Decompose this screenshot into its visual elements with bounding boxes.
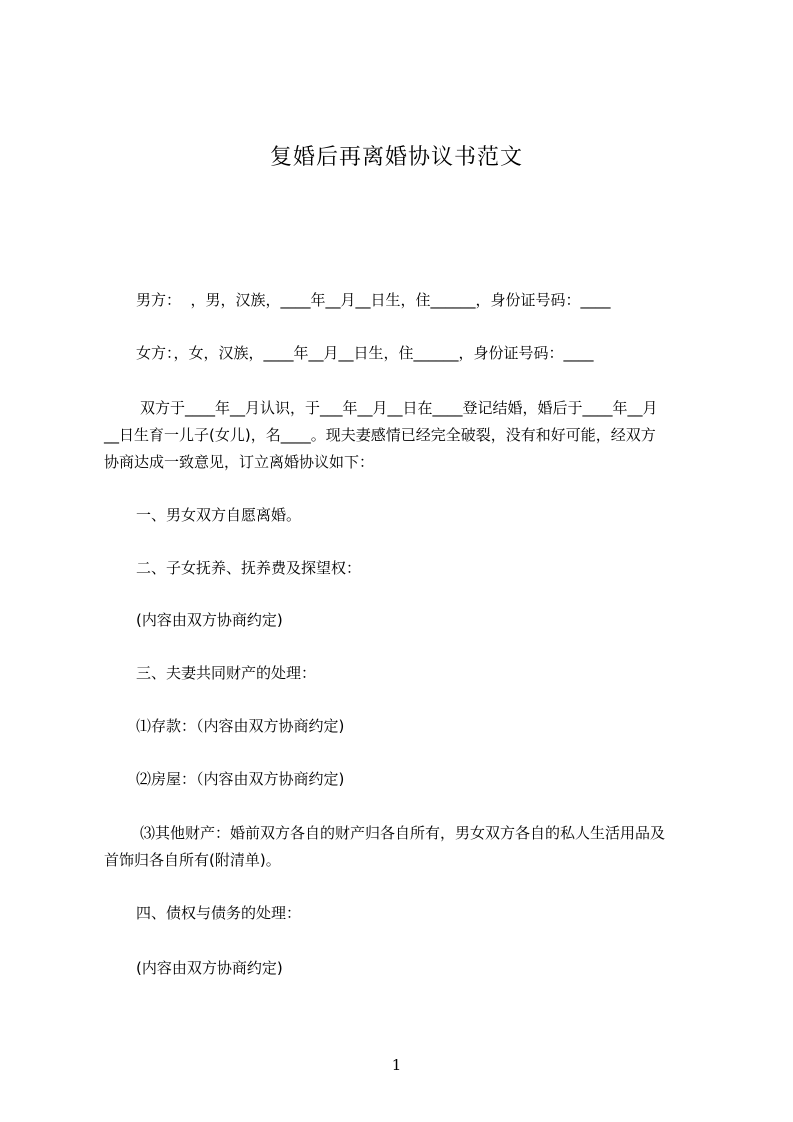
section-3-item-1: ⑴存款：（内容由双方协商约定)	[136, 717, 345, 735]
section-2-content: (内容由双方协商约定)	[136, 611, 283, 629]
section-3-item-3-line-2: 首饰归各自所有(附清单)。	[104, 851, 281, 869]
page-number: 1	[391, 1056, 402, 1074]
section-1-heading: 一、男女双方自愿离婚。	[136, 506, 302, 524]
section-3-item-2: ⑵房屋：（内容由双方协商约定)	[136, 770, 345, 788]
intro-paragraph-line-2: __日生育一儿子(女儿)，名____。现夫妻感情已经完全破裂，没有和好可能，经双方	[104, 426, 656, 444]
section-4-content: (内容由双方协商约定)	[136, 959, 283, 977]
section-3-item-3-line-1: ⑶其他财产：婚前双方各自的财产归各自所有，男女双方各自的私人生活用品及	[140, 824, 666, 842]
section-2-heading: 二、子女抚养、抚养费及探望权：	[136, 559, 362, 577]
section-4-heading: 四、债权与债务的处理：	[136, 904, 302, 922]
female-party-paragraph: 女方：，女，汉族，____年__月__日生，住______，身份证号码：____	[136, 344, 594, 362]
document-title: 复婚后再离婚协议书范文	[269, 145, 523, 170]
intro-paragraph-line-3: 协商达成一致意见，订立离婚协议如下：	[104, 453, 375, 471]
intro-paragraph-line-1: 双方于____年__月认识，于___年__月__日在____登记结婚，婚后于____年__月	[140, 399, 658, 417]
section-3-heading: 三、夫妻共同财产的处理：	[136, 664, 317, 682]
male-party-paragraph: 男方： ，男，汉族，____年__月__日生，住______，身份证号码：____	[136, 291, 611, 309]
